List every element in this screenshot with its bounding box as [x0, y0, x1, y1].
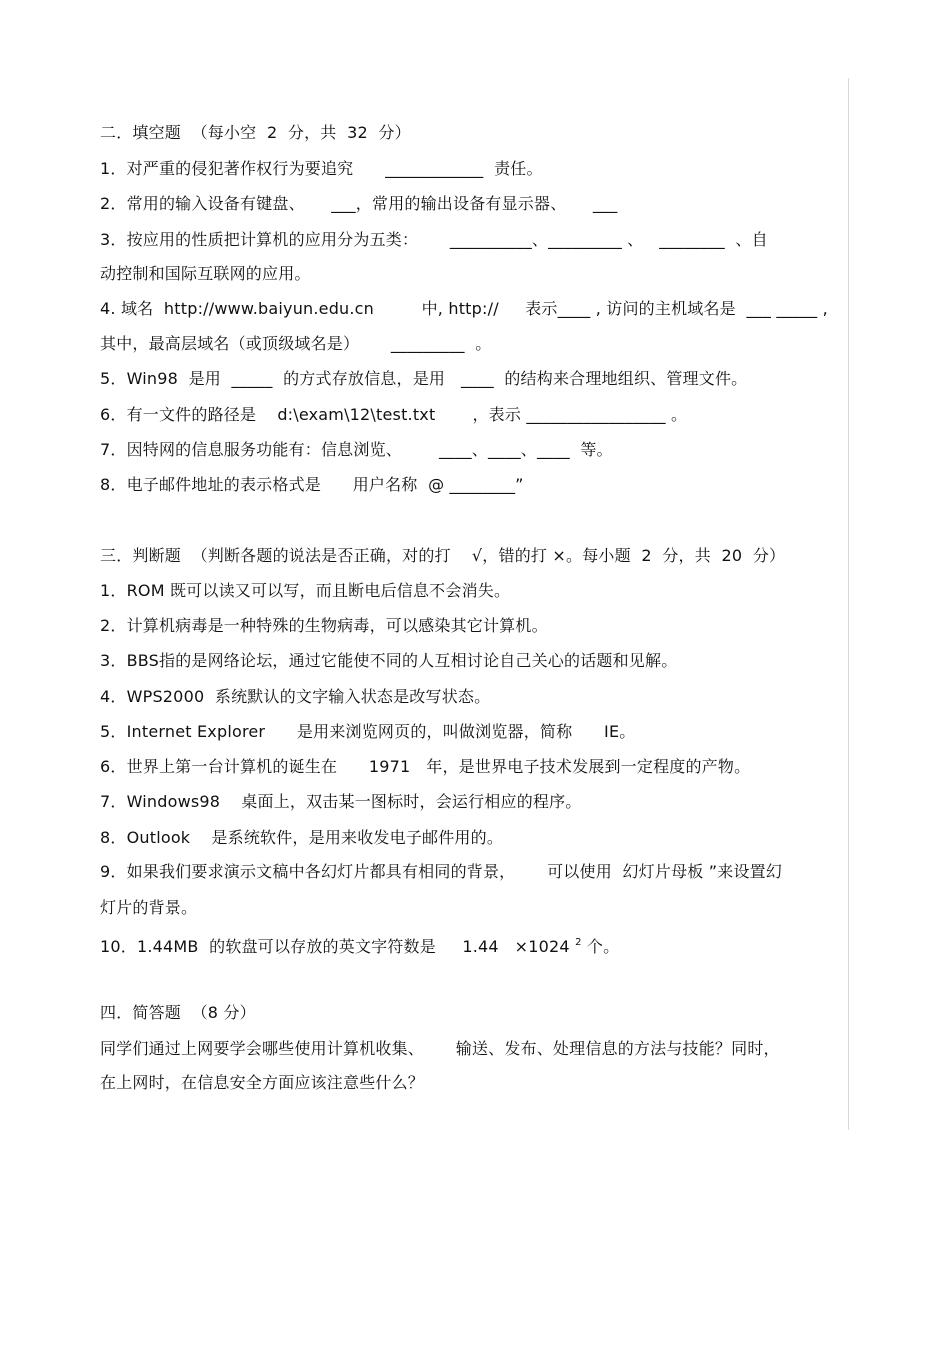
fill-blank-item: 4. 域名 http://www.baiyun.edu.cn 中, http:// 表示____ , 访问的主机域名是 ___ _____ , [100, 299, 828, 318]
exponent-superscript: 2 [575, 937, 582, 948]
true-false-item: 4．WPS2000 系统默认的文字输入状态是改写状态。 [100, 687, 491, 706]
fill-blank-item: 2．常用的输入设备有键盘、 ___，常用的输出设备有显示器、 ___ [100, 194, 618, 213]
page-edge-divider [848, 78, 849, 1130]
true-false-item-continued: 灯片的背景。 [100, 898, 198, 917]
item-10-text: 10．1.44MB 的软盘可以存放的英文字符数是 1.44 ×1024 [100, 937, 576, 956]
fill-blank-item: 5．Win98 是用 _____ 的方式存放信息，是用 ____ 的结构来合理地组织、管理文件。 [100, 369, 748, 388]
fill-blank-item-continued: 动控制和国际互联网的应用。 [100, 264, 311, 283]
short-answer-text: 同学们通过上网要学会哪些使用计算机收集、 输送、发布、处理信息的方法与技能？同时， [100, 1039, 780, 1058]
true-false-item-10 [100, 932, 619, 958]
fill-blank-item: 8．电子邮件地址的表示格式是 用户名称 @ ________” [100, 475, 524, 494]
true-false-heading: 三．判断题 （判断各题的说法是否正确，对的打 √，错的打 ×。每小题 2 分，共 20 分） [100, 546, 786, 565]
fill-blank-item: 1．对严重的侵犯著作权行为要追究 ____________ 责任。 [100, 159, 543, 178]
true-false-item: 1．ROM 既可以读又可以写，而且断电后信息不会消失。 [100, 581, 511, 600]
short-answer-heading: 四．简答题 （8 分） [100, 1003, 256, 1022]
true-false-item: 2．计算机病毒是一种特殊的生物病毒，可以感染其它计算机。 [100, 616, 548, 635]
fill-blank-item: 3．按应用的性质把计算机的应用分为五类： __________、_________ 、 ________ 、自 [100, 230, 768, 249]
short-answer-text: 在上网时，在信息安全方面应该注意些什么？ [100, 1073, 425, 1092]
true-false-item: 6．世界上第一台计算机的诞生在 1971 年，是世界电子技术发展到一定程度的产物。 [100, 757, 751, 776]
fill-blank-item: 7．因特网的信息服务功能有：信息浏览、 ____、____、____ 等。 [100, 440, 613, 459]
item-10-end: 个。 [581, 937, 620, 956]
fill-blank-item: 6．有一文件的路径是 d:\exam\12\test.txt ，表示 _________________ 。 [100, 405, 688, 424]
true-false-item: 5．Internet Explorer 是用来浏览网页的，叫做浏览器，简称 IE。 [100, 722, 636, 741]
true-false-item: 3．BBS指的是网络论坛，通过它能使不同的人互相讨论自己关心的话题和见解。 [100, 651, 678, 670]
fill-blank-heading: 二．填空题 （每小空 2 分，共 32 分） [100, 123, 411, 142]
true-false-item: 9．如果我们要求演示文稿中各幻灯片都具有相同的背景， 可以使用 幻灯片母板 ”来设置幻 [100, 862, 783, 881]
true-false-item: 8．Outlook 是系统软件，是用来收发电子邮件用的。 [100, 828, 504, 847]
fill-blank-item-continued: 其中，最高层域名（或顶级域名是） _________ 。 [100, 334, 492, 353]
true-false-item: 7．Windows98 桌面上，双击某一图标时，会运行相应的程序。 [100, 792, 582, 811]
